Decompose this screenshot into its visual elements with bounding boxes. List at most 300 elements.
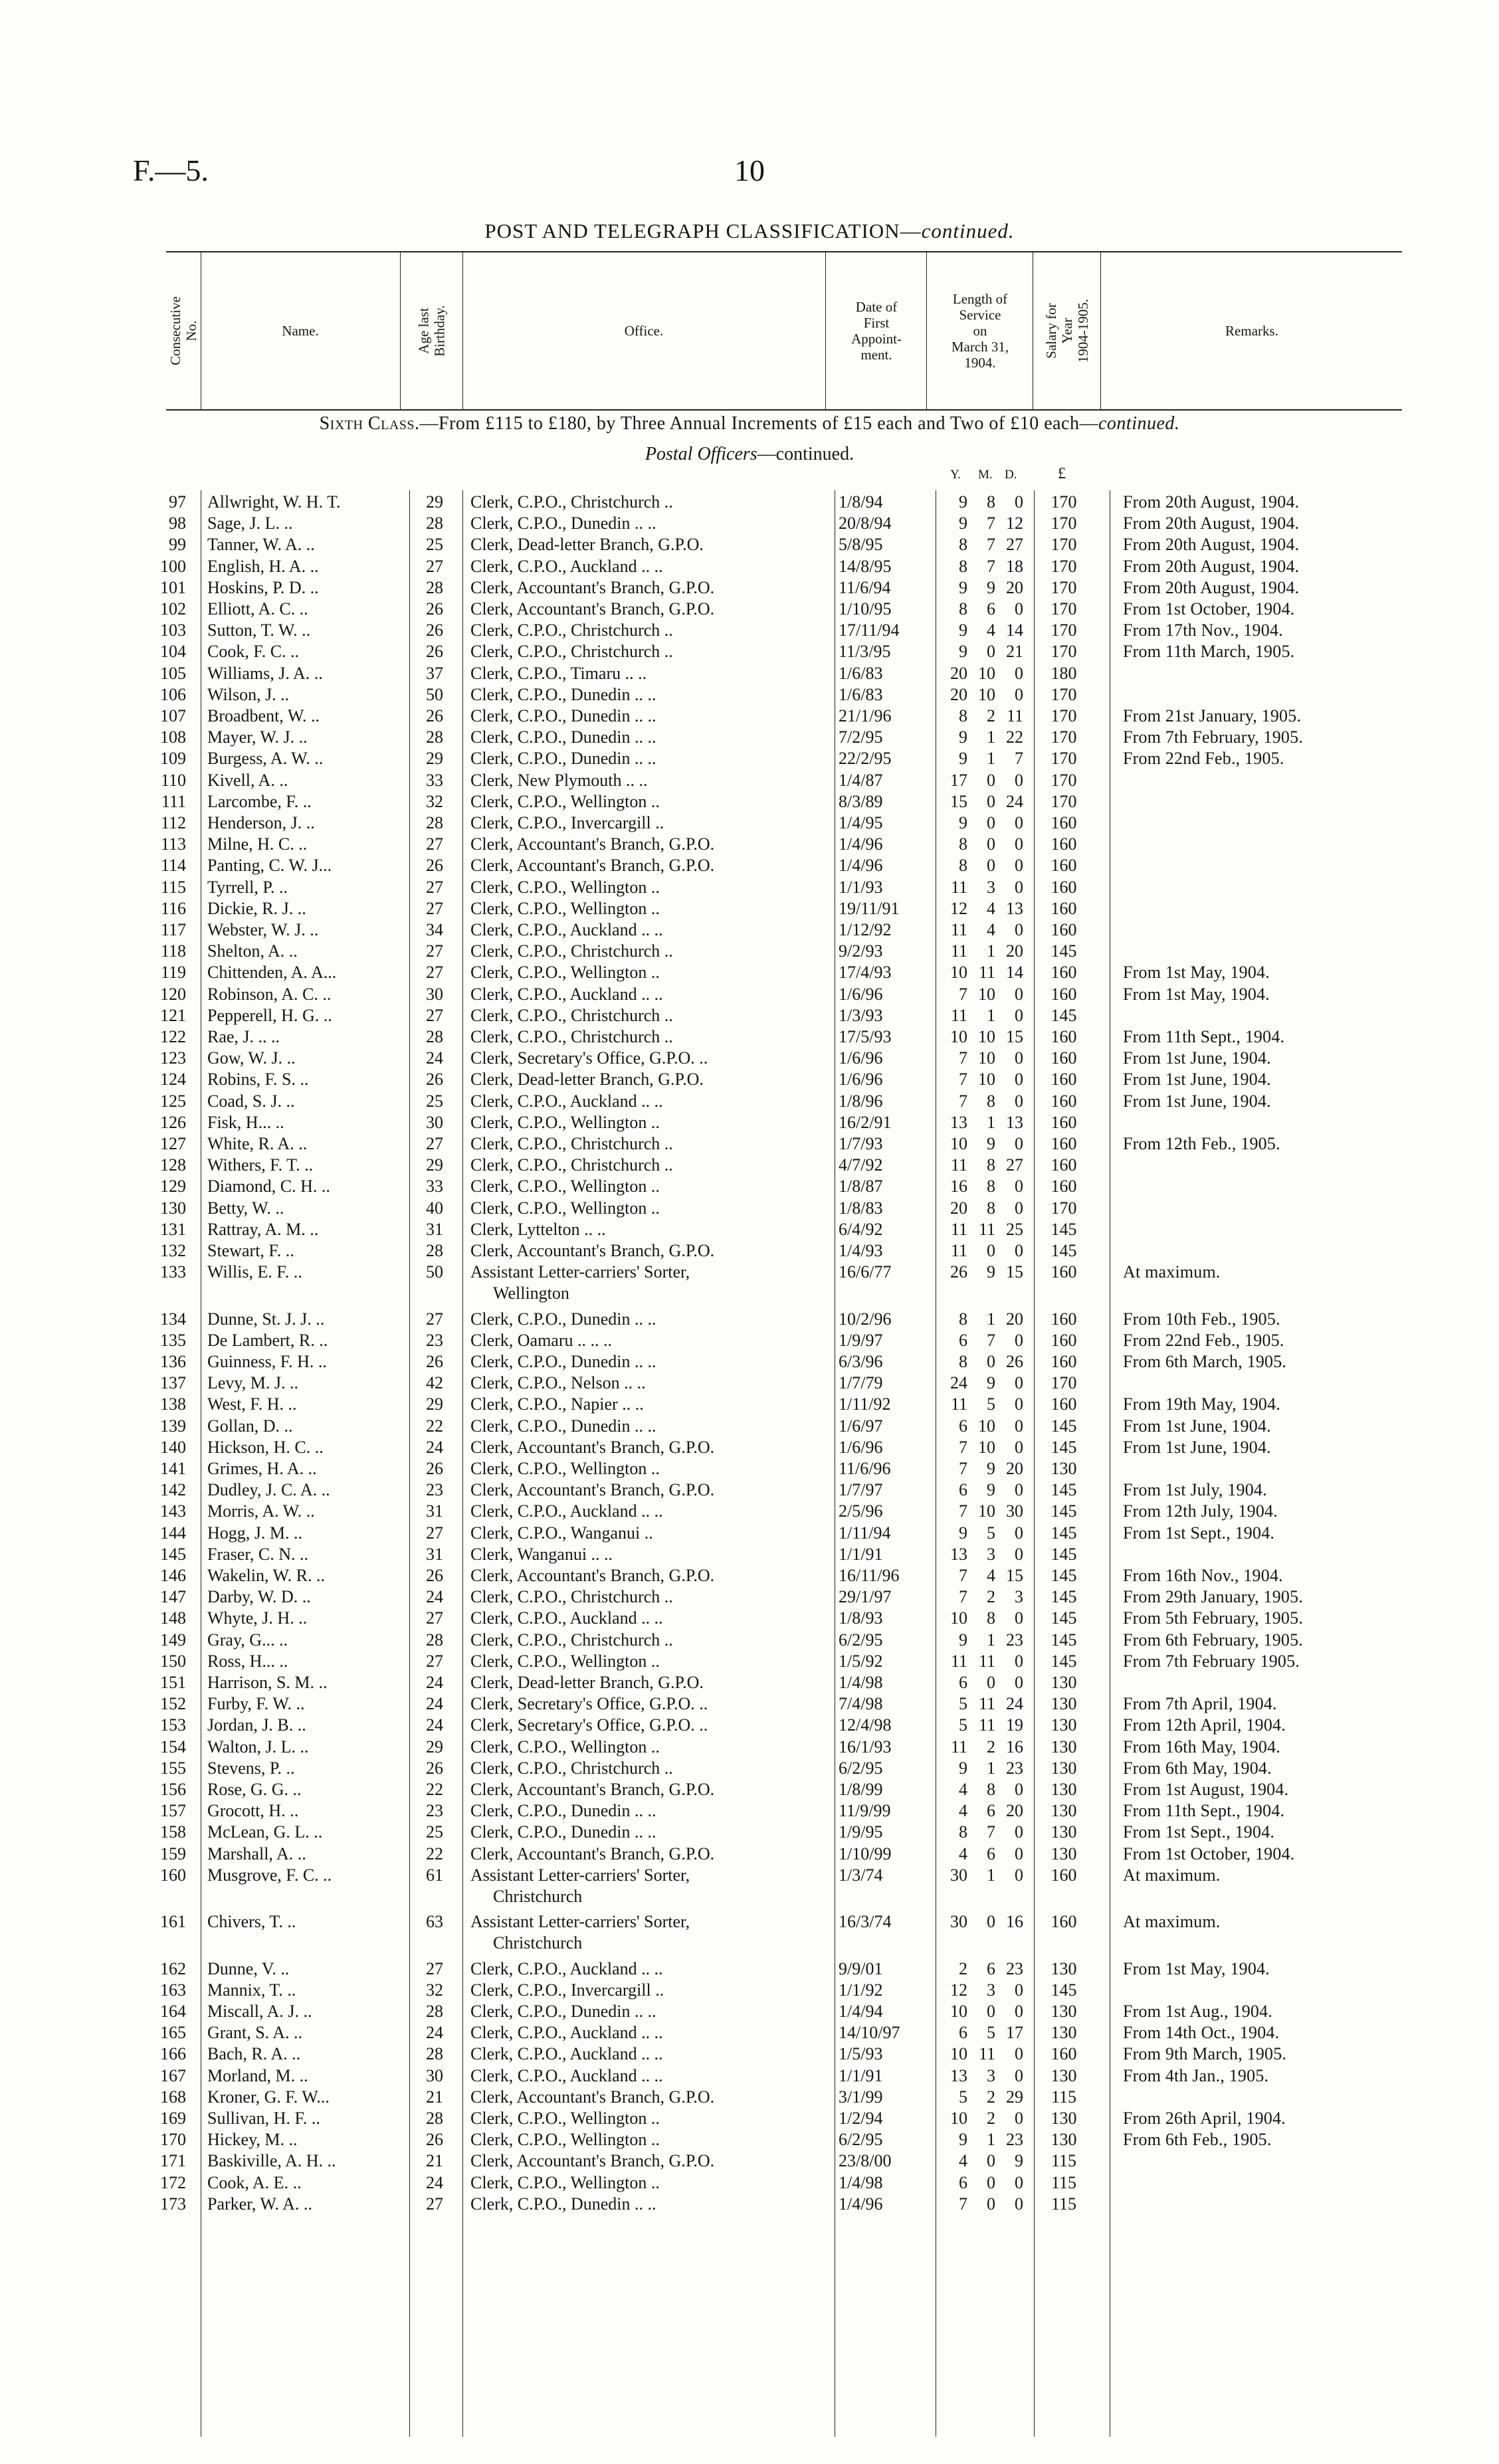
appointment-date: 1/2/94 bbox=[839, 2109, 883, 2128]
employee-age: 22 bbox=[426, 1844, 443, 1863]
service-months: 6 bbox=[987, 1801, 995, 1821]
service-years: 9 bbox=[959, 1630, 967, 1650]
salary: 160 bbox=[1050, 1134, 1077, 1153]
salary: 170 bbox=[1050, 706, 1077, 725]
service-days: 0 bbox=[1015, 2002, 1023, 2021]
service-days: 0 bbox=[1015, 1608, 1023, 1628]
appointment-date: 1/1/93 bbox=[839, 877, 883, 897]
header-divider bbox=[926, 252, 927, 409]
remarks: From 7th February 1905. bbox=[1123, 1651, 1300, 1671]
employee-age: 29 bbox=[426, 1155, 443, 1175]
employee-name: Gollan, D. .. bbox=[207, 1416, 293, 1436]
service-years: 8 bbox=[959, 1352, 967, 1371]
service-years: 10 bbox=[950, 2109, 967, 2128]
service-months: 10 bbox=[978, 1048, 995, 1068]
employee-office: Clerk, C.P.O., Wellington .. bbox=[470, 2130, 660, 2150]
service-days: 9 bbox=[1015, 2151, 1023, 2171]
salary: 130 bbox=[1050, 1822, 1077, 1842]
salary: 130 bbox=[1050, 1801, 1077, 1821]
employee-age: 25 bbox=[426, 1091, 443, 1111]
service-days: 0 bbox=[1015, 2194, 1023, 2214]
employee-age: 22 bbox=[426, 1416, 443, 1436]
employee-age: 28 bbox=[426, 514, 443, 533]
employee-name: Sage, J. L. .. bbox=[207, 514, 293, 533]
employee-office: Clerk, C.P.O., Dunedin .. .. bbox=[470, 1416, 656, 1436]
employee-age: 26 bbox=[426, 856, 443, 876]
table-row bbox=[0, 1262, 1499, 1303]
table-row bbox=[0, 984, 1499, 1005]
salary: 160 bbox=[1050, 1091, 1077, 1111]
employee-name: Miscall, A. J. .. bbox=[207, 2002, 312, 2021]
employee-age: 26 bbox=[426, 2130, 443, 2150]
service-days: 0 bbox=[1015, 663, 1023, 683]
table-row bbox=[0, 1479, 1499, 1501]
employee-age: 30 bbox=[426, 2065, 443, 2085]
consecutive-number: 158 bbox=[160, 1822, 186, 1842]
table-row bbox=[0, 2022, 1499, 2043]
employee-age: 29 bbox=[426, 1737, 443, 1756]
salary: 130 bbox=[1050, 1958, 1077, 1978]
consecutive-number: 103 bbox=[160, 620, 186, 640]
service-months: 10 bbox=[978, 1437, 995, 1457]
service-days: 16 bbox=[1006, 1737, 1023, 1756]
table-row bbox=[0, 2065, 1499, 2087]
employee-office: Clerk, C.P.O., Dunedin .. .. bbox=[470, 1801, 656, 1821]
service-years: 2 bbox=[959, 1958, 967, 1978]
table-row bbox=[0, 877, 1499, 898]
employee-age: 29 bbox=[426, 749, 443, 769]
table-row bbox=[0, 1112, 1499, 1133]
consecutive-number: 141 bbox=[160, 1459, 186, 1478]
table-row bbox=[0, 1198, 1499, 1219]
salary: 160 bbox=[1050, 856, 1077, 876]
employee-office: Clerk, C.P.O., Auckland .. .. bbox=[470, 2023, 663, 2043]
service-months: 10 bbox=[978, 984, 995, 1004]
table-row bbox=[0, 684, 1499, 706]
consecutive-number: 142 bbox=[160, 1480, 186, 1500]
service-days: 21 bbox=[1006, 642, 1023, 662]
salary: 170 bbox=[1050, 684, 1077, 704]
salary: 145 bbox=[1050, 1980, 1077, 2000]
service-days: 0 bbox=[1015, 2044, 1023, 2064]
employee-name: Grimes, H. A. .. bbox=[207, 1459, 317, 1478]
service-months: 11 bbox=[978, 963, 995, 983]
consecutive-number: 132 bbox=[160, 1241, 186, 1260]
table-row bbox=[0, 1980, 1499, 2001]
employee-office: Clerk, C.P.O., Christchurch .. bbox=[470, 1758, 673, 1778]
employee-office: Clerk, C.P.O., Dunedin .. .. bbox=[470, 1352, 656, 1371]
consecutive-number: 151 bbox=[160, 1673, 186, 1692]
service-days: 16 bbox=[1006, 1912, 1023, 1932]
employee-office: Clerk, C.P.O., Dunedin .. .. bbox=[470, 684, 656, 704]
appointment-date: 9/9/01 bbox=[839, 1958, 883, 1978]
appointment-date: 1/9/97 bbox=[839, 1330, 883, 1350]
consecutive-number: 131 bbox=[160, 1219, 186, 1239]
consecutive-number: 136 bbox=[160, 1352, 186, 1371]
employee-office: Clerk, Accountant's Branch, G.P.O. bbox=[470, 577, 715, 597]
consecutive-number: 137 bbox=[160, 1373, 186, 1393]
table-row bbox=[0, 919, 1499, 941]
table-row bbox=[0, 1091, 1499, 1112]
appointment-date: 11/9/99 bbox=[839, 1801, 891, 1821]
employee-age: 24 bbox=[426, 1715, 443, 1735]
appointment-date: 1/6/96 bbox=[839, 1070, 883, 1090]
employee-age: 27 bbox=[426, 1134, 443, 1153]
employee-name: Grocott, H. .. bbox=[207, 1801, 299, 1821]
table-row bbox=[0, 663, 1499, 684]
service-days: 22 bbox=[1006, 727, 1023, 747]
consecutive-number: 162 bbox=[160, 1958, 186, 1978]
header-divider bbox=[825, 252, 826, 409]
salary: 145 bbox=[1050, 1437, 1077, 1457]
service-days: 0 bbox=[1015, 1822, 1023, 1842]
service-months: 0 bbox=[987, 856, 995, 876]
service-years: 10 bbox=[950, 1027, 967, 1046]
service-months: 7 bbox=[987, 514, 995, 533]
service-days: 27 bbox=[1006, 1155, 1023, 1175]
employee-office: Clerk, C.P.O., Auckland .. .. bbox=[470, 984, 663, 1004]
salary: 130 bbox=[1050, 2002, 1077, 2021]
employee-age: 23 bbox=[426, 1480, 443, 1500]
service-days: 27 bbox=[1006, 535, 1023, 555]
remarks: From 20th August, 1904. bbox=[1123, 492, 1300, 512]
table-row bbox=[0, 1758, 1499, 1779]
service-months: 6 bbox=[987, 599, 995, 618]
table-row bbox=[0, 1672, 1499, 1693]
table-row bbox=[0, 834, 1499, 855]
appointment-date: 1/6/96 bbox=[839, 1048, 883, 1068]
service-months: 7 bbox=[987, 1330, 995, 1350]
consecutive-number: 171 bbox=[160, 2151, 186, 2171]
employee-name: Dickie, R. J. .. bbox=[207, 898, 306, 918]
employee-age: 31 bbox=[426, 1501, 443, 1521]
employee-name: Hickson, H. C. .. bbox=[207, 1437, 324, 1457]
employee-age: 26 bbox=[426, 1352, 443, 1371]
table-row bbox=[0, 898, 1499, 919]
remarks: From 6th March, 1905. bbox=[1123, 1352, 1287, 1371]
service-days: 0 bbox=[1015, 492, 1023, 512]
service-years: 6 bbox=[959, 2023, 967, 2043]
remarks: From 1st August, 1904. bbox=[1123, 1780, 1289, 1799]
employee-office: Clerk, Accountant's Branch, G.P.O. bbox=[470, 1480, 715, 1500]
service-days: 24 bbox=[1006, 1694, 1023, 1714]
service-years: 9 bbox=[959, 727, 967, 747]
employee-name: Harrison, S. M. .. bbox=[207, 1673, 328, 1692]
employee-name: Grant, S. A. .. bbox=[207, 2023, 302, 2043]
service-months: 9 bbox=[987, 1134, 995, 1153]
service-years: 9 bbox=[959, 514, 967, 533]
consecutive-number: 143 bbox=[160, 1501, 186, 1521]
remarks: From 7th February, 1905. bbox=[1123, 727, 1304, 747]
service-years: 11 bbox=[950, 1155, 967, 1175]
service-years: 13 bbox=[950, 1112, 967, 1132]
consecutive-number: 150 bbox=[160, 1651, 186, 1671]
appointment-date: 1/6/83 bbox=[839, 663, 883, 683]
service-days: 0 bbox=[1015, 813, 1023, 832]
employee-office: Clerk, C.P.O., Wellington .. bbox=[470, 2172, 660, 2192]
employee-age: 26 bbox=[426, 1566, 443, 1585]
salary: 180 bbox=[1050, 663, 1077, 683]
employee-name: Sullivan, H. F. .. bbox=[207, 2109, 320, 2128]
remarks: From 10th Feb., 1905. bbox=[1123, 1309, 1280, 1329]
service-days: 14 bbox=[1006, 963, 1023, 983]
appointment-date: 9/2/93 bbox=[839, 941, 883, 961]
consecutive-number: 100 bbox=[160, 556, 186, 576]
employee-name: Robinson, A. C. .. bbox=[207, 984, 332, 1004]
service-years: 10 bbox=[950, 963, 967, 983]
employee-name: Dunne, V. .. bbox=[207, 1958, 290, 1978]
salary: 170 bbox=[1050, 514, 1077, 533]
employee-age: 26 bbox=[426, 599, 443, 618]
service-years: 30 bbox=[950, 1865, 967, 1885]
employee-office: Clerk, C.P.O., Dunedin .. .. bbox=[470, 1309, 656, 1329]
table-row bbox=[0, 1958, 1499, 1980]
service-years: 20 bbox=[950, 1198, 967, 1218]
employee-age: 26 bbox=[426, 1459, 443, 1478]
employee-age: 28 bbox=[426, 1027, 443, 1046]
table-row bbox=[0, 1416, 1499, 1437]
employee-age: 28 bbox=[426, 1630, 443, 1650]
consecutive-number: 167 bbox=[160, 2065, 186, 2085]
salary: 170 bbox=[1050, 599, 1077, 618]
appointment-date: 6/2/95 bbox=[839, 1630, 883, 1650]
employee-name: Dunne, St. J. J. .. bbox=[207, 1309, 325, 1329]
service-days: 0 bbox=[1015, 834, 1023, 854]
service-years: 7 bbox=[959, 1587, 967, 1607]
appointment-date: 1/6/97 bbox=[839, 1416, 883, 1436]
service-months: 1 bbox=[987, 1630, 995, 1650]
employee-name: Cook, A. E. .. bbox=[207, 2172, 302, 2192]
service-years: 8 bbox=[959, 599, 967, 618]
appointment-date: 1/6/96 bbox=[839, 984, 883, 1004]
service-days: 13 bbox=[1006, 898, 1023, 918]
service-months: 10 bbox=[978, 1501, 995, 1521]
page-title: POST AND TELEGRAPH CLASSIFICATION—continued. bbox=[484, 219, 1015, 242]
employee-office: Clerk, C.P.O., Christchurch .. bbox=[470, 941, 673, 961]
service-months: 8 bbox=[987, 1155, 995, 1175]
employee-office: Clerk, C.P.O., Auckland .. .. bbox=[470, 556, 663, 576]
salary: 160 bbox=[1050, 1394, 1077, 1414]
employee-office: Clerk, C.P.O., Dunedin .. .. bbox=[470, 749, 656, 769]
service-years: 6 bbox=[959, 1416, 967, 1436]
remarks: From 20th August, 1904. bbox=[1123, 514, 1300, 533]
service-days: 0 bbox=[1015, 1544, 1023, 1564]
appointment-date: 1/8/83 bbox=[839, 1198, 883, 1218]
employee-name: Kroner, G. F. W... bbox=[207, 2087, 330, 2107]
employee-name: Allwright, W. H. T. bbox=[207, 492, 341, 512]
employee-name: Guinness, F. H. .. bbox=[207, 1352, 327, 1371]
appointment-date: 1/6/96 bbox=[839, 1437, 883, 1457]
appointment-date: 1/4/96 bbox=[839, 834, 883, 854]
remarks: From 6th Feb., 1905. bbox=[1123, 2130, 1272, 2150]
salary: 130 bbox=[1050, 1459, 1077, 1478]
table-row bbox=[0, 2129, 1499, 2150]
salary: 115 bbox=[1050, 2087, 1077, 2107]
appointment-date: 14/8/95 bbox=[839, 556, 892, 576]
consecutive-number: 97 bbox=[169, 492, 186, 512]
employee-name: Furby, F. W. .. bbox=[207, 1694, 305, 1714]
employee-age: 29 bbox=[426, 1394, 443, 1414]
employee-age: 33 bbox=[426, 1177, 443, 1196]
salary: 160 bbox=[1050, 2044, 1077, 2064]
table-row bbox=[0, 1219, 1499, 1240]
remarks: From 14th Oct., 1904. bbox=[1123, 2023, 1280, 2043]
employee-age: 42 bbox=[426, 1373, 443, 1393]
service-years: 8 bbox=[959, 1822, 967, 1842]
employee-office: Clerk, C.P.O., Christchurch .. bbox=[470, 492, 673, 512]
salary: 170 bbox=[1050, 492, 1077, 512]
appointment-date: 19/11/91 bbox=[839, 898, 900, 918]
service-months: 0 bbox=[987, 1673, 995, 1692]
remarks: From 1st May, 1904. bbox=[1123, 984, 1270, 1004]
consecutive-number: 147 bbox=[160, 1587, 186, 1607]
service-years: 9 bbox=[959, 642, 967, 662]
consecutive-number: 153 bbox=[160, 1715, 186, 1735]
table-row bbox=[0, 770, 1499, 791]
consecutive-number: 146 bbox=[160, 1566, 186, 1585]
service-years: 10 bbox=[950, 2044, 967, 2064]
table-row bbox=[0, 855, 1499, 876]
service-days: 0 bbox=[1015, 1048, 1023, 1068]
employee-office: Clerk, Oamaru .. .. .. bbox=[470, 1330, 613, 1350]
appointment-date: 1/12/92 bbox=[839, 920, 892, 939]
table-row bbox=[0, 727, 1499, 748]
appointment-date: 4/7/92 bbox=[839, 1155, 883, 1175]
employee-name: Willis, E. F. .. bbox=[207, 1262, 302, 1282]
employee-age: 26 bbox=[426, 1070, 443, 1090]
salary: 130 bbox=[1050, 2109, 1077, 2128]
service-months: 10 bbox=[978, 1070, 995, 1090]
employee-age: 27 bbox=[426, 1651, 443, 1671]
remarks: From 22nd Feb., 1905. bbox=[1123, 749, 1284, 769]
salary: 170 bbox=[1050, 1198, 1077, 1218]
salary: 170 bbox=[1050, 577, 1077, 597]
service-months: 11 bbox=[978, 1694, 995, 1714]
employee-age: 23 bbox=[426, 1330, 443, 1350]
service-months: 1 bbox=[987, 941, 995, 961]
service-years: 4 bbox=[959, 1801, 967, 1821]
service-months: 10 bbox=[978, 1027, 995, 1046]
employee-name: Dudley, J. C. A. .. bbox=[207, 1480, 330, 1500]
employee-name: Hoskins, P. D. .. bbox=[207, 577, 319, 597]
appointment-date: 1/7/93 bbox=[839, 1134, 883, 1153]
table-row bbox=[0, 1501, 1499, 1522]
appointment-date: 1/4/96 bbox=[839, 2194, 883, 2214]
employee-office: Clerk, C.P.O., Wellington .. bbox=[470, 1177, 660, 1196]
service-months: 3 bbox=[987, 2065, 995, 2085]
employee-name: Webster, W. J. .. bbox=[207, 920, 319, 939]
employee-name: Elliott, A. C. .. bbox=[207, 599, 308, 618]
employee-name: Broadbent, W. .. bbox=[207, 706, 320, 725]
employee-age: 30 bbox=[426, 984, 443, 1004]
appointment-date: 1/4/87 bbox=[839, 770, 883, 790]
service-years: 10 bbox=[950, 1608, 967, 1628]
service-years: 7 bbox=[959, 1048, 967, 1068]
remarks: From 1st July, 1904. bbox=[1123, 1480, 1267, 1500]
employee-age: 31 bbox=[426, 1219, 443, 1239]
service-months: 10 bbox=[978, 1416, 995, 1436]
employee-age: 28 bbox=[426, 2044, 443, 2064]
consecutive-number: 163 bbox=[160, 1980, 186, 2000]
salary: 160 bbox=[1050, 1112, 1077, 1132]
appointment-date: 11/3/95 bbox=[839, 642, 891, 662]
employee-age: 27 bbox=[426, 2194, 443, 2214]
table-row bbox=[0, 513, 1499, 534]
salary: 160 bbox=[1050, 1027, 1077, 1046]
service-years: 8 bbox=[959, 1309, 967, 1329]
employee-office: Clerk, C.P.O., Dunedin .. .. bbox=[470, 514, 656, 533]
employee-age: 27 bbox=[426, 1608, 443, 1628]
service-years: 8 bbox=[959, 834, 967, 854]
employee-name: Ross, H... .. bbox=[207, 1651, 288, 1671]
service-months: 0 bbox=[987, 2002, 995, 2021]
consecutive-number: 149 bbox=[160, 1630, 186, 1650]
salary: 160 bbox=[1050, 1330, 1077, 1350]
consecutive-number: 123 bbox=[160, 1048, 186, 1068]
remarks: From 1st June, 1904. bbox=[1123, 1416, 1271, 1436]
appointment-date: 1/1/91 bbox=[839, 1544, 883, 1564]
salary: 145 bbox=[1050, 1501, 1077, 1521]
table-row bbox=[0, 1523, 1499, 1544]
salary: 145 bbox=[1050, 1005, 1077, 1025]
service-years: 7 bbox=[959, 1437, 967, 1457]
employee-name: Burgess, A. W. .. bbox=[207, 749, 324, 769]
service-days: 0 bbox=[1015, 684, 1023, 704]
employee-name: Morland, M. .. bbox=[207, 2065, 308, 2085]
service-days: 0 bbox=[1015, 1070, 1023, 1090]
service-days: 23 bbox=[1006, 1958, 1023, 1978]
table-row bbox=[0, 1330, 1499, 1351]
consecutive-number: 166 bbox=[160, 2044, 186, 2064]
salary: 130 bbox=[1050, 1780, 1077, 1799]
service-days: 0 bbox=[1015, 1134, 1023, 1153]
salary: 160 bbox=[1050, 963, 1077, 983]
employee-office: Clerk, C.P.O., Wellington .. bbox=[470, 2109, 660, 2128]
employee-office: Clerk, Secretary's Office, G.P.O. .. bbox=[470, 1715, 708, 1735]
service-years: 11 bbox=[950, 920, 967, 939]
service-years: 11 bbox=[950, 941, 967, 961]
employee-name: Cook, F. C. .. bbox=[207, 642, 300, 662]
remarks: From 1st May, 1904. bbox=[1123, 963, 1270, 983]
employee-age: 29 bbox=[426, 492, 443, 512]
employee-office: Clerk, C.P.O., Auckland .. .. bbox=[470, 2044, 663, 2064]
salary: 170 bbox=[1050, 1373, 1077, 1393]
service-days: 26 bbox=[1006, 1352, 1023, 1371]
service-months: 0 bbox=[987, 770, 995, 790]
service-years: 11 bbox=[950, 1394, 967, 1414]
table-row bbox=[0, 941, 1499, 962]
service-months: 2 bbox=[987, 2087, 995, 2107]
service-years: 4 bbox=[959, 1844, 967, 1863]
service-years: 7 bbox=[959, 1091, 967, 1111]
service-years: 12 bbox=[950, 898, 967, 918]
employee-office: Clerk, Dead-letter Branch, G.P.O. bbox=[470, 1070, 704, 1090]
consecutive-number: 114 bbox=[160, 856, 186, 876]
consecutive-number: 144 bbox=[160, 1523, 186, 1543]
service-years: 5 bbox=[959, 1715, 967, 1735]
appointment-date: 16/1/93 bbox=[839, 1737, 892, 1756]
appointment-date: 1/7/79 bbox=[839, 1373, 883, 1393]
salary: 145 bbox=[1050, 1630, 1077, 1650]
appointment-date: 1/4/95 bbox=[839, 813, 883, 832]
service-years: 8 bbox=[959, 556, 967, 576]
service-years: 7 bbox=[959, 1459, 967, 1478]
salary: 130 bbox=[1050, 1694, 1077, 1714]
service-years: 9 bbox=[959, 1523, 967, 1543]
service-years: 17 bbox=[950, 770, 967, 790]
salary: 170 bbox=[1050, 535, 1077, 555]
appointment-date: 16/6/77 bbox=[839, 1262, 892, 1282]
